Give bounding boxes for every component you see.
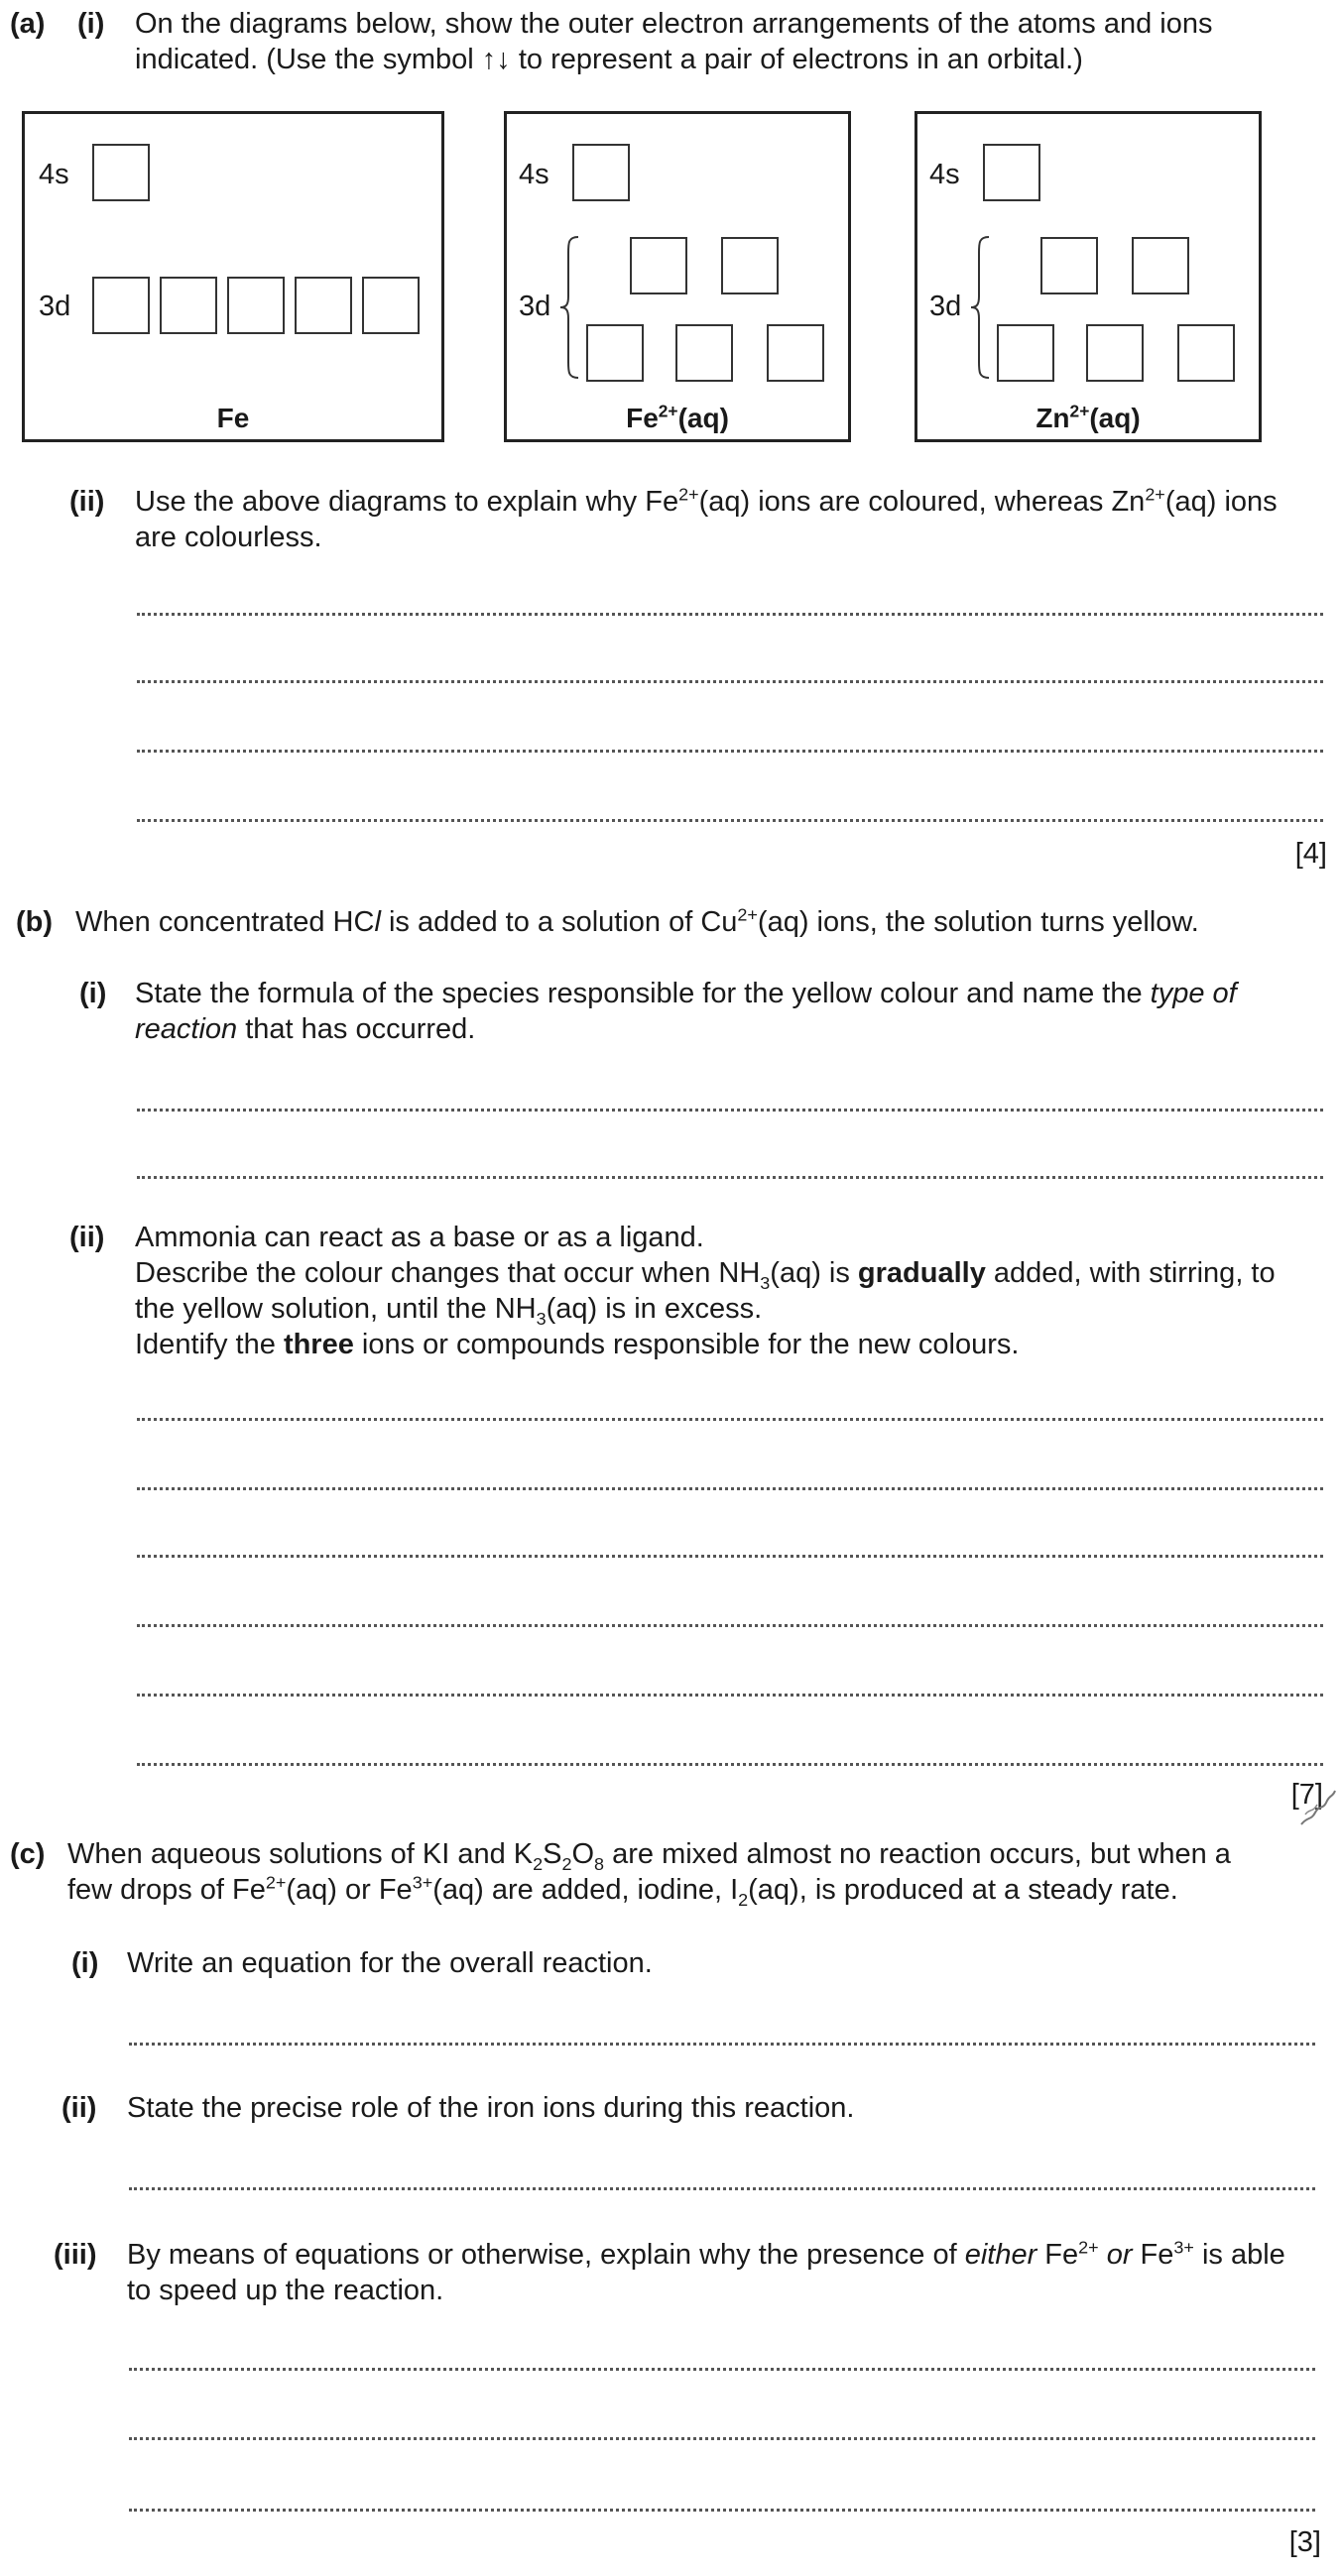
fe-3d-box[interactable] — [92, 277, 150, 334]
part-a-i-line1: On the diagrams below, show the outer electron arrangements of the atoms and ions — [135, 8, 1213, 40]
part-c-i-text: Write an equation for the overall reaction. — [127, 1947, 653, 1979]
zn2-3d-box[interactable] — [1086, 324, 1144, 382]
fe-3d-box[interactable] — [362, 277, 420, 334]
part-a-ii-line2: are colourless. — [135, 522, 322, 553]
fe-4s-box[interactable] — [92, 144, 150, 201]
answer-line[interactable] — [129, 2043, 1315, 2046]
fe2-3d-box[interactable] — [630, 237, 687, 294]
part-c-ii-label: (ii) — [61, 2092, 97, 2124]
answer-line[interactable] — [137, 1418, 1323, 1421]
zn2-3d-box[interactable] — [1177, 324, 1235, 382]
part-c-ii-text: State the precise role of the iron ions during this reaction. — [127, 2092, 855, 2124]
part-b-ii-line3: the yellow solution, until the $NH_3(aq)$ is in excess. — [135, 1293, 763, 1329]
part-c-label: (c) — [10, 1838, 46, 1870]
part-b-ii-line2: Describe the colour changes that occur when $NH_3(aq)$ is gradually added, with stirring, to — [135, 1257, 1276, 1293]
answer-line[interactable] — [137, 1624, 1323, 1627]
fe2-diagram — [504, 111, 851, 442]
orbital-4s-label: 4s — [39, 159, 69, 190]
electron-pair-symbol: ↑↓ — [481, 44, 511, 75]
orbital-3d-label: 3d — [39, 291, 71, 322]
answer-line[interactable] — [137, 1109, 1323, 1112]
zn2-3d-box[interactable] — [1132, 237, 1189, 294]
answer-line[interactable] — [137, 1763, 1323, 1766]
part-b-ii-line1: Ammonia can react as a base or as a ligand. — [135, 1222, 704, 1253]
orbital-3d-label: 3d — [519, 291, 551, 322]
orbital-3d-label: 3d — [929, 291, 962, 322]
answer-line[interactable] — [129, 2368, 1315, 2371]
part-a-ii-line1: Use the above diagrams to explain why $Fe^{2+}(aq)$ ions are coloured, whereas $Zn^{2+}(aq)$ ions — [135, 484, 1278, 518]
fe-caption: Fe — [216, 403, 250, 433]
part-a-i-line2: indicated. (Use the symbol ↑↓ to represent a pair of electrons in an orbital.) — [135, 44, 1083, 75]
part-c-line1: When aqueous solutions of KI and $K_2S_2O_8$ are mixed almost no reaction occurs, but when a — [67, 1838, 1231, 1874]
fe-diagram — [22, 111, 444, 442]
fe2-3d-box[interactable] — [586, 324, 644, 382]
fe2-3d-box[interactable] — [767, 324, 824, 382]
part-b-i-line2: reaction that has occurred. — [135, 1013, 476, 1045]
fe-3d-box[interactable] — [227, 277, 285, 334]
zn2-3d-box[interactable] — [1040, 237, 1098, 294]
marks-a: [4] — [1294, 838, 1327, 870]
zn2-caption: $Zn^{2+}(aq)$ — [1036, 401, 1141, 433]
answer-line[interactable] — [129, 2187, 1315, 2190]
orbital-4s-label: 4s — [519, 159, 549, 190]
marks-c: [3] — [1288, 2526, 1321, 2558]
part-a-i-label: (i) — [77, 8, 105, 40]
part-c-line2: few drops of $Fe^{2+}(aq)$ or $Fe^{3+}(aq)$ are added, iodine, $I_2(aq)$, is produced at a steady rate. — [67, 1872, 1178, 1910]
answer-line[interactable] — [137, 1487, 1323, 1490]
part-a-ii-label: (ii) — [69, 486, 105, 518]
zn2-3d-box[interactable] — [997, 324, 1054, 382]
fe2-caption: $Fe^{2+}(aq)$ — [626, 401, 729, 433]
part-c-iii-label: (iii) — [54, 2239, 97, 2271]
fe-3d-box[interactable] — [295, 277, 352, 334]
fe2-4s-box[interactable] — [572, 144, 630, 201]
part-b-label: (b) — [16, 906, 54, 938]
zn2-4s-box[interactable] — [983, 144, 1040, 201]
zn2-diagram — [914, 111, 1262, 442]
part-b-i-label: (i) — [79, 978, 107, 1009]
part-b-ii-line4: Identify the three ions or compounds responsible for the new colours. — [135, 1329, 1020, 1360]
answer-line[interactable] — [137, 680, 1323, 683]
orbital-4s-label: 4s — [929, 159, 960, 190]
answer-line[interactable] — [137, 1176, 1323, 1179]
answer-line[interactable] — [137, 613, 1323, 616]
part-b-ii-label: (ii) — [69, 1222, 105, 1253]
marks-b: [7] — [1290, 1779, 1323, 1811]
answer-line[interactable] — [137, 750, 1323, 753]
answer-line[interactable] — [129, 2509, 1315, 2512]
part-c-iii-line1: By means of equations or otherwise, explain why the presence of either $Fe^{2+}$ or $Fe^{3+}$ is able — [127, 2237, 1285, 2271]
answer-line[interactable] — [137, 1694, 1323, 1697]
brace-icon — [558, 233, 580, 382]
part-b-intro: When concentrated HCl is added to a solution of $Cu^{2+}(aq)$ ions, the solution turns yellow. — [75, 904, 1199, 938]
brace-icon — [969, 233, 991, 382]
part-c-i-label: (i) — [71, 1947, 99, 1979]
part-c-iii-line2: to speed up the reaction. — [127, 2275, 444, 2306]
scribble-icon — [1297, 1785, 1337, 1828]
fe2-3d-box[interactable] — [675, 324, 733, 382]
answer-line[interactable] — [129, 2437, 1315, 2440]
fe-3d-box[interactable] — [160, 277, 217, 334]
answer-line[interactable] — [137, 1555, 1323, 1558]
fe2-3d-box[interactable] — [721, 237, 779, 294]
part-a-label: (a) — [10, 8, 46, 40]
answer-line[interactable] — [137, 819, 1323, 822]
part-b-i-line1: State the formula of the species responsible for the yellow colour and name the type of — [135, 978, 1237, 1009]
